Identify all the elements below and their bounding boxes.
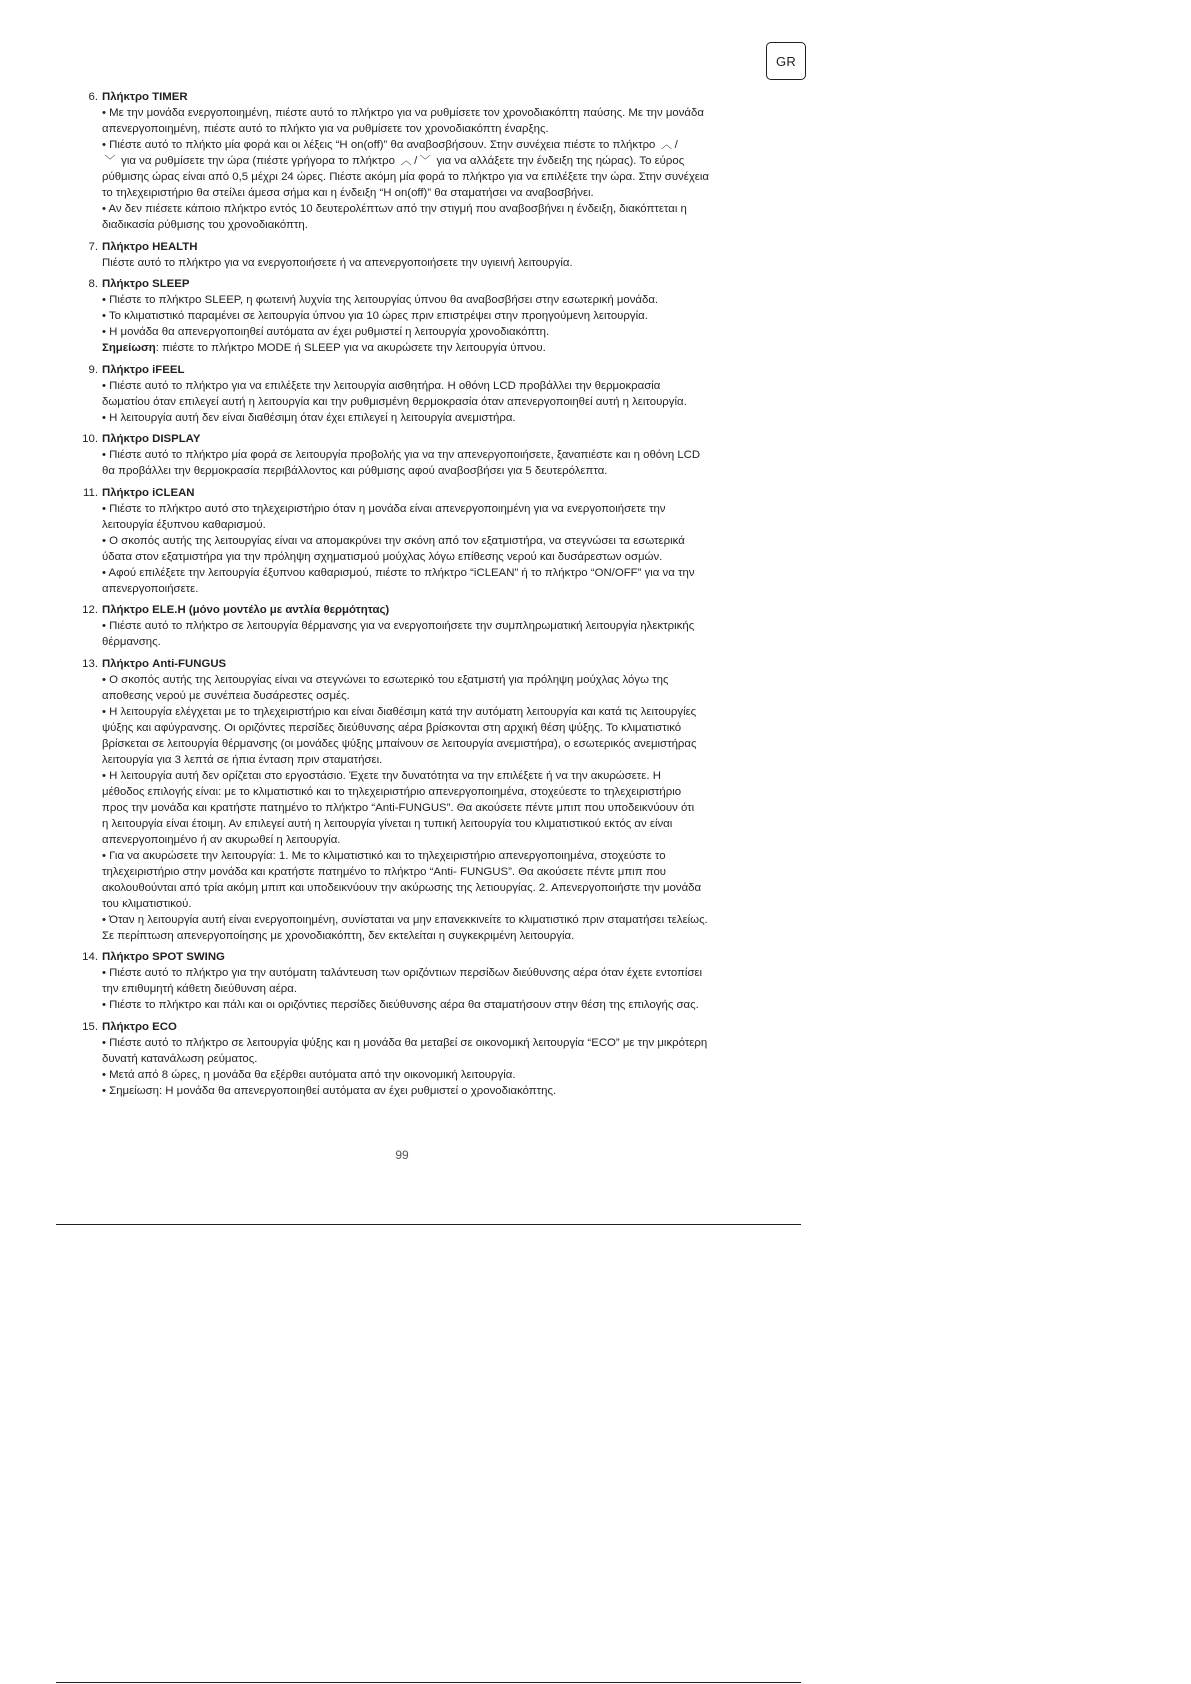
item-line: η λειτουργία είναι έτοιμη. Αν επιλεγεί αυτή η λειτουργία γίνεται η τυπική λειτουργία του κλιματιστικού εκτός αν είναι [102,817,673,830]
item-line: Πιέστε αυτό το πλήκτρο για να ενεργοποιήσετε ή να απενεργοποιήσετε την υγιεινή λειτουργία. [102,256,573,269]
item-title: Πλήκτρο SLEEP [102,278,190,290]
item-line: • Πιέστε αυτό το πλήκτρο σε λειτουργία θέρμανσης για να ενεργοποιήσετε την συμπληρωματική λειτουργία ηλεκτρικής [102,620,695,632]
item-title: Πλήκτρο iCLEAN [102,486,195,499]
item-title: Πλήκτρο ECO [102,1020,177,1033]
item-line: • Η λειτουργία αυτή δεν είναι διαθέσιμη όταν έχει επιλεγεί η λειτουργία ανεμιστήρα. [102,411,516,424]
item-line: ύδατα στον εξατμιστήρα για την πρόληψη σχηματισμού μούχλας λόγω επίθεσης νερού και δυσάρεστων οσμών. [102,550,663,563]
list-item-iclean [70,485,785,597]
item-line: • Πιέστε αυτό το πλήκτρο για την αυτόματη ταλάντευση των οριζόντιων περσίδων διεύθυνσης αέρα όταν έχετε εντοπίσει [102,967,703,979]
item-line: • Η μονάδα θα απενεργοποιηθεί αυτόματα αν έχει ρυθμιστεί η λειτουργία χρονοδιακόπτη. [102,326,550,338]
item-line: λειτουργία έξυπνου καθαρισμού. [102,518,266,531]
item-line: • Για να ακυρώσετε την λειτουργία: 1. Με το κλιματιστικό και το τηλεχειριστήριο απενεργοποιημένα, στοχεύστε το [102,849,666,862]
item-number: 8. [88,278,98,290]
item-line: διαδικασία ρύθμισης του χρονοδιακόπτη. [102,219,308,231]
chevron-down-icon: ﹀ [104,155,116,167]
item-line: • Πιέστε το πλήκτρο και πάλι και οι οριζόντιες περσίδες διεύθυνσης αέρα θα σταματήσουν στην θέση της επιλογής σας. [102,999,699,1011]
item-line: θέρμανσης. [102,636,161,648]
item-line: απενεργοποιήσετε. [102,582,199,595]
list-item-spot-swing [70,949,785,1013]
item-line: αποθεσης νερού με συνέπεια δυσάρεστες οσμές. [102,689,350,702]
note-text: : πιέστε το πλήκτρο MODE ή SLEEP για να ακυρώσετε την λειτουργία ύπνου. [155,342,546,354]
page-divider [56,1224,801,1225]
item-line: ψύξης και αφύγρανσης. Οι οριζόντες περσίδες διεύθυνσης αέρα βρίσκονται στη αρχική θέση ψύξης. Το κλιματιστικό [102,721,682,734]
item-line: • Πιέστε αυτό το πλήκτρο μία φορά σε λειτουργία προβολής για να την απενεργοποιήσετε, ξαναπιέστε και η οθόνη LCD [102,449,701,461]
item-line-text: • Πιέστε αυτό το πλήκτο μία φορά και οι λέξεις “H on(off)” θα αναβοσβήσουν. Στην συνέχεια πιέστε το πλήκτρο [102,139,656,151]
note-label: Σημείωση [102,342,156,354]
item-number: 13. [82,657,98,670]
item-line-text: για να αλλάξετε την ένδειξη της ηώρας). Το εύρος [436,155,685,167]
item-number: 12. [82,604,98,616]
chevron-down-icon: ﹀ [419,155,431,167]
item-number: 15. [82,1020,98,1033]
item-line: τηλεχειριστήριο στην μονάδα και κρατήστε πατημένο το πλήκτρο “Anti- FUNGUS”. Θα ακούσετε πέντε μπιπ που [102,865,667,878]
item-line: • Η λειτουργία ελέγχεται με το τηλεχειριστήριο και είναι διαθέσιμη κατά την αυτόματη λειτουργία και κατά τις λειτουργίες [102,705,697,718]
item-line: Σε περίπτωση απενεργοποίησης με χρονοδιακόπτη, δεν εκτελείται η συγκεκριμένη λειτουργία. [102,929,575,942]
item-title: Πλήκτρο DISPLAY [102,433,201,445]
item-line: ακολουθούνται από τρία ακόμη μπιπ και υποδεικνύουν την ακύρωσης της λετιουργίας. 2. Απενεργοποιήστε την μονάδα [102,881,702,894]
item-number: 7. [88,240,98,253]
list-item-eco [70,1019,785,1099]
item-number: 10. [82,433,98,445]
item-line: • Πιέστε αυτό το πλήκτρο σε λειτουργία ψύξης και η μονάδα θα μεταβεί σε οικονομική λειτουργία “ECO” με την μικρότερη [102,1036,708,1049]
item-line: • Πιέστε αυτό το πλήκτρο για να επιλέξετε την λειτουργία αισθητήρα. Η οθόνη LCD προβάλλει την θερμοκρασία [102,379,661,392]
item-line: δωματίου όταν επιλεγεί αυτή η λειτουργία και την ρυθμισμένη θερμοκρασία όταν απενεργοποιηθεί αυτή η λειτουργία. [102,395,687,408]
item-line-text: για να ρυθμίσετε την ώρα (πιέστε γρήγορα το πλήκτρο [121,155,395,167]
item-line: • Αν δεν πιέσετε κάποιο πλήκτρο εντός 10 δευτερολέπτων από την στιγμή που αναβοσβήνει η ένδειξη, διακόπτεται η [102,203,687,215]
item-line: απενεργοποιημένο ή αν ακυρωθεί η λειτουργία. [102,833,341,846]
item-line: μέθοδος επιλογής είναι: με το κλιματιστικό και το τηλεχειριστήριο απενεργοποιημένα, στοχεύεστε το τηλεχειριστήριο [102,785,682,798]
page-number: 99 [395,1148,409,1162]
item-line: • Πιέστε το πλήκτρο SLEEP, η φωτεινή λυχνία της λειτουργίας ύπνου θα αναβοσβήσει στην εσωτερική μονάδα. [102,294,659,306]
item-line: • Ο σκοπός αυτής της λειτουργίας είναι να στεγνώνει το εσωτερικό του εξατμιστή για πρόληψη μούχλας λόγω της [102,673,669,686]
item-line: ρύθμισης ώρας είναι από 0,5 μέχρι 24 ώρες. Πιέστε ακόμη μία φορά το πλήκτρο για να επιλέξετε την ώρα. Στην συνέχεια [102,171,709,183]
item-line: • Πιέστε το πλήκτρο αυτό στο τηλεχειριστήριο όταν η μονάδα είναι απενεργοποιημένη για να ενεργοποιήσετε την [102,502,666,515]
item-line: προς την μονάδα και κρατήστε πατημένο το πλήκτρο “Anti-FUNGUS”. Θα ακούσετε πέντε μπιπ που υποδεικνύουν ότι [102,801,695,814]
item-line: • Ο σκοπός αυτής της λειτουργίας είναι να απομακρύνει την σκόνη από τον εξατμιστήρα, να στεγνώσει τα εσωτερικά [102,534,685,547]
item-number: 14. [82,951,98,963]
item-line: ﹀ για να ρυθμίσετε την ώρα (πιέστε γρήγορα το πλήκτρο ︿ / ﹀ για να αλλάξετε την ένδειξη της ηώρας). Το εύρος [102,153,785,169]
item-line: • Μετά από 8 ώρες, η μονάδα θα εξέρθει αυτόματα από την οικονομική λειτουργία. [102,1068,516,1081]
item-title: Πλήκτρο HEALTH [102,240,198,253]
item-number: 9. [88,363,98,376]
list-item-display [70,431,785,479]
chevron-up-icon: ︿ [661,139,673,151]
item-line: την επιθυμητή κάθετη διεύθυνση αέρα. [102,983,298,995]
page-bottom-divider [56,1682,801,1683]
item-line: • Πιέστε αυτό το πλήκτο μία φορά και οι λέξεις “H on(off)” θα αναβοσβήσουν. Στην συνέχεια πιέστε το πλήκτρο ︿ / [102,139,678,151]
item-title: Πλήκτρο iFEEL [102,363,185,376]
item-title: Πλήκτρο TIMER [102,91,188,103]
item-number: 6. [88,91,98,103]
instructions-list [70,89,785,1104]
list-item-ifeel [70,362,785,426]
list-item-anti-fungus [70,656,785,944]
item-note [102,340,785,356]
item-title: Πλήκτρο SPOT SWING [102,951,225,963]
item-title: Πλήκτρο ELE.H (μόνο μοντέλο με αντλία θερμότητας) [102,604,390,616]
item-line: το τηλεχειριστήριο θα στείλει άμεσα σήμα και η ένδειξη “H on(off)” θα σταματήσει να αναβοσβήνει. [102,187,594,199]
list-item-eleh [70,602,785,650]
language-badge: GR [766,42,806,80]
list-item-timer [70,89,785,233]
item-line: • Η λειτουργία αυτή δεν ορίζεται στο εργοστάσιο. Έχετε την δυνατότητα να την επιλέξετε ή να την ακυρώσετε. Η [102,769,661,782]
item-line: • Αφού επιλέξετε την λειτουργία έξυπνου καθαρισμού, πιέστε το πλήκτρο “iCLEAN” ή το πλήκτρο “ON/OFF” για να την [102,566,695,579]
item-line: βρίσκεται σε λειτουργία θέρμανσης (οι μονάδες ψύξης μπαίνουν σε λειτουργία ανεμιστήρα), ο εσωτερικός ανεμιστήρας [102,737,697,750]
item-line: • Το κλιματιστικό παραμένει σε λειτουργία ύπνου για 10 ώρες πριν επιστρέψει στην προηγούμενη λειτουργία. [102,310,648,322]
item-line: δυνατή κατανάλωση ρεύματος. [102,1052,258,1065]
item-line: • Με την μονάδα ενεργοποιημένη, πιέστε αυτό το πλήκτρο για να ρυθμίσετε τον χρονοδιακόπτη παύσης. Με την μονάδα [102,107,704,119]
item-line: λειτουργία για 3 λεπτά σε ήπια ένταση πριν σταματήσει. [102,753,383,766]
list-item-health [70,239,785,271]
item-line: του κλιματιστικού. [102,897,192,910]
item-line: θα προβάλλει την θερμοκρασία περιβάλλοντος και ρύθμισης αφού αναβοσβήσει για 5 δευτερόλεπτα. [102,465,608,477]
item-line: • Σημείωση: Η μονάδα θα απενεργοποιηθεί αυτόματα αν έχει ρυθμιστεί ο χρονοδιακόπτης. [102,1084,557,1097]
item-line: • Όταν η λειτουργία αυτή είναι ενεργοποιημένη, συνίσταται να μην επανεκκινείτε το κλιματιστικό πριν σταματήσει τελείως. [102,913,708,926]
list-item-sleep [70,276,785,356]
chevron-up-icon: ︿ [400,155,412,167]
item-title: Πλήκτρο Anti-FUNGUS [102,657,227,670]
item-line: απενεργοποιημένη, πιέστε αυτό το πλήκτο για να ρυθμίσετε τον χρονοδιακόπτη έναρξης. [102,123,549,135]
item-number: 11. [83,486,98,499]
